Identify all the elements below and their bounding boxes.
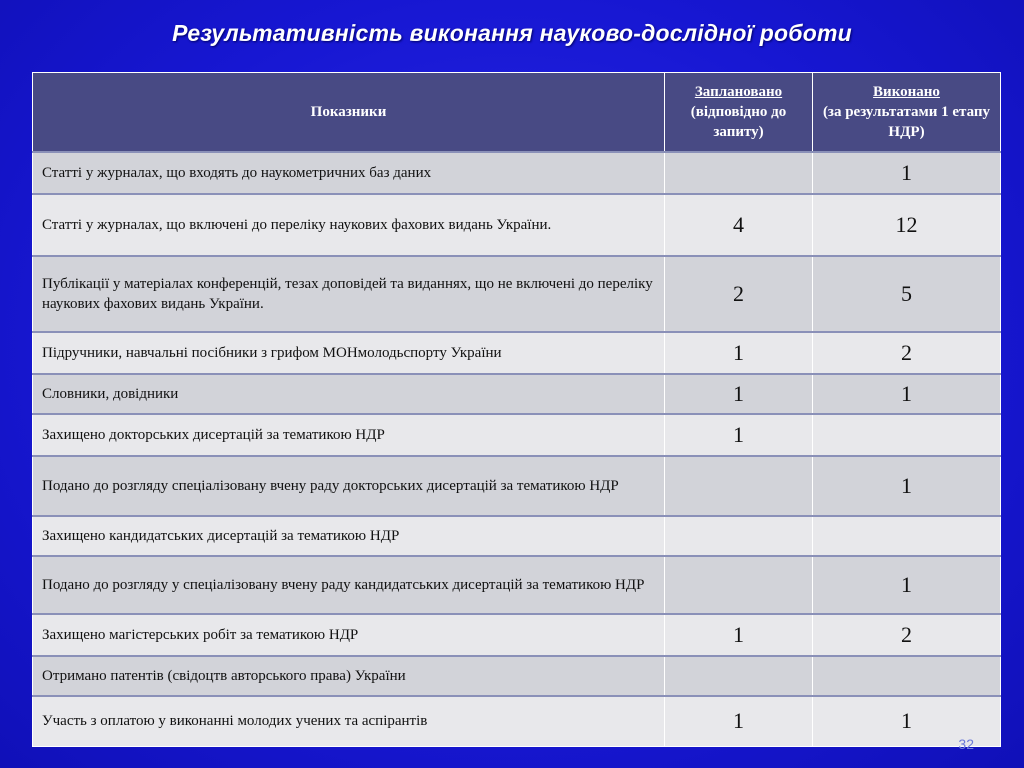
table-row [33,456,1001,516]
table-row [33,556,1001,614]
row-indicator: Участь з оплатою у виконанні молодих учених та аспірантів [33,696,665,746]
row-indicator: Захищено магістерських робіт за тематикою НДР [33,614,665,656]
header-planned-title: Заплановано [694,84,783,100]
row-done: 2 [813,614,1001,656]
header-indicators: Показники [33,73,665,153]
table-row [33,374,1001,414]
table-row [33,332,1001,374]
row-indicator: Подано до розгляду у спеціалізовану вчену раду кандидатських дисертацій за тематикою НДР [33,556,665,614]
row-done: 2 [813,332,1001,374]
row-indicator: Статті у журналах, що входять до наукометричних баз даних [33,152,665,194]
row-planned [665,152,813,194]
row-done: 1 [813,456,1001,516]
row-planned: 1 [665,696,813,746]
row-indicator: Підручники, навчальні посібники з грифом МОНмолодьспорту України [33,332,665,374]
table-header-row [33,73,1001,153]
row-planned: 1 [665,614,813,656]
results-table [32,72,1001,747]
row-planned: 1 [665,332,813,374]
row-done: 1 [813,374,1001,414]
row-indicator: Отримано патентів (свідоцтв авторського права) України [33,656,665,696]
row-done [813,414,1001,456]
header-done-title: Виконано [873,84,940,100]
row-indicator: Захищено кандидатських дисертацій за тематикою НДР [33,516,665,556]
table-row [33,696,1001,746]
row-done: 5 [813,256,1001,332]
row-planned: 2 [665,256,813,332]
table-row [33,614,1001,656]
row-planned: 1 [665,414,813,456]
row-planned [665,516,813,556]
row-done: 12 [813,194,1001,256]
page-number: 32 [958,736,974,752]
row-planned: 4 [665,194,813,256]
row-planned [665,656,813,696]
table-row [33,414,1001,456]
row-indicator: Публікації у матеріалах конференцій, тезах доповідей та виданнях, що не включені до переліку наукових фахових видань України. [33,256,665,332]
table-row [33,152,1001,194]
table-row [33,256,1001,332]
row-done: 1 [813,152,1001,194]
row-done [813,516,1001,556]
table-row [33,194,1001,256]
row-planned [665,456,813,516]
row-indicator: Подано до розгляду спеціалізовану вчену раду докторських дисертацій за тематикою НДР [33,456,665,516]
header-planned [665,73,813,153]
header-done-sub: (за результатами 1 етапу НДР) [822,104,991,140]
table-row [33,656,1001,696]
row-done: 1 [813,696,1001,746]
table-row [33,516,1001,556]
row-planned: 1 [665,374,813,414]
header-done [813,73,1001,153]
row-indicator: Словники, довідники [33,374,665,414]
row-indicator: Захищено докторських дисертацій за тематикою НДР [33,414,665,456]
slide-title: Результативність виконання науково-дослідної роботи [172,20,852,46]
header-planned-sub: (відповідно до запиту) [690,104,787,140]
row-indicator: Статті у журналах, що включені до переліку наукових фахових видань України. [33,194,665,256]
row-done: 1 [813,556,1001,614]
row-planned [665,556,813,614]
row-done [813,656,1001,696]
